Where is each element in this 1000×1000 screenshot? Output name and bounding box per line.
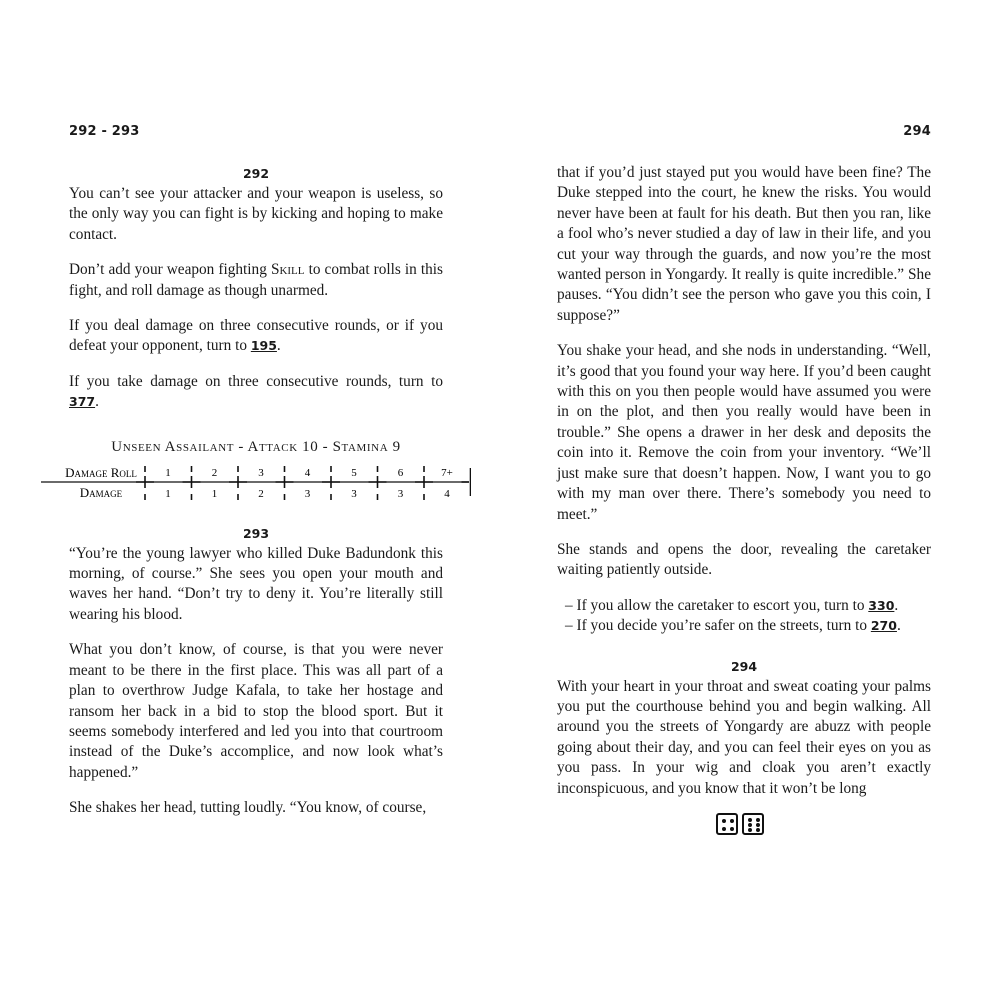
paragraph: “You’re the young lawyer who killed Duke Badundonk this morning, of course.” She sees you open your mouth and waves her hand. “Don’t try to deny it. You’re literally still wearing his blood.: [69, 544, 443, 623]
roll-value: 3: [258, 466, 264, 479]
die-pip: [748, 818, 752, 822]
damage-table: [39, 460, 471, 504]
damage-table-graphic: [39, 460, 471, 504]
paragraph: She shakes her head, tutting loudly. “You know, of course,: [69, 799, 427, 817]
paragraph: If you deal damage on three consecutive rounds, or if you defeat your opponent, turn to 195.: [69, 317, 443, 355]
turn-to-link-195[interactable]: 195: [250, 338, 277, 354]
paragraph: What you don’t know, of course, is that you were never meant to be there in the first place. This was all part of a plan to overthrow Judge Kafala, to take her hostage and ransom her back in a bid to stop the blood sport. But it seems somebody interfered and led you into that courtroom instead of the Duke’s accomplice, and now look what’s happened.”: [69, 641, 443, 781]
damage-value: 1: [211, 487, 218, 500]
dice-icon: [716, 813, 764, 835]
damage-value: 2: [258, 487, 264, 500]
die-pip: [722, 819, 726, 823]
paragraph: You can’t see your attacker and your weapon is useless, so the only way you can fight is by kicking and hoping to make contact.: [69, 185, 443, 243]
paragraph: that if you’d just stayed put you would have been fine? The Duke stepped into the court, he knew the risks. You would never have been at fault for his death. But then you ran, like a fool who’s never studied a day of law in their life, and you cut your way through the guards, and now you’re the most wanted person in Yongardy. It really is quite incredible.” She pauses. “You didn’t see the person who gave you this coin, I suppose?”: [557, 164, 931, 324]
left-column: [65, 166, 453, 834]
choice-text: – If you decide you’re safer on the streets, turn to: [565, 617, 871, 635]
damage-label: Damage: [79, 484, 123, 500]
text-run: If you deal damage on three consecutive rounds, or if you defeat your opponent, turn to: [69, 317, 443, 355]
choice-text: – If you allow the caretaker to escort you, turn to: [565, 596, 869, 614]
roll-value: 1: [165, 466, 171, 479]
combat-block: [65, 438, 453, 504]
enemy-stat-line: Unseen Assailant - Attack 10 - Stamina 9: [111, 438, 401, 455]
paragraph: You shake your head, and she nods in understanding. “Well, it’s good that you found your way here. If you’d been caught with this on you then people would have assumed you were in on the plot, and then you really would have been in trouble.” She opens a drawer in her desk and deposits the coin into it. Remove the coin from your inventory. “We’ll just make sure that doesn’t happen. Now, I want you to go with my man over there. There’s somebody you need to meet.”: [557, 342, 931, 523]
left-page: [65, 0, 453, 1000]
roll-value: 6: [397, 466, 404, 479]
damage-value: 4: [444, 487, 450, 500]
damage-roll-label: Damage Roll: [65, 464, 137, 480]
skill-term: Skill: [270, 261, 305, 279]
paragraph: If you take damage on three consecutive rounds, turn to 377.: [69, 372, 443, 411]
die-pip: [730, 827, 734, 831]
damage-value: 1: [165, 487, 171, 500]
page-header: 292 - 293: [69, 124, 140, 139]
die-pip: [756, 818, 760, 822]
roll-value: 5: [351, 466, 357, 479]
choice-item: – If you decide you’re safer on the streets, turn to 270.: [565, 617, 901, 635]
roll-value: 7+: [441, 466, 453, 479]
choice-item: – If you allow the caretaker to escort you, turn to 330.: [565, 596, 899, 614]
right-column: [557, 163, 931, 814]
paragraph: She stands and opens the door, revealing the caretaker waiting patiently outside.: [557, 540, 931, 579]
right-page: [557, 0, 931, 1000]
section-number-292: 292: [242, 166, 270, 181]
paragraph: [69, 260, 443, 301]
die-pip: [748, 823, 752, 827]
die-pip: [748, 828, 752, 832]
die-four-icon: [716, 813, 738, 835]
turn-to-link-377[interactable]: 377: [69, 394, 96, 410]
damage-value: 3: [304, 487, 311, 500]
roll-value: 4: [304, 466, 311, 479]
die-pip: [730, 819, 734, 823]
section-number-294: 294: [730, 658, 758, 674]
page-header: 294: [903, 124, 931, 139]
damage-value: 3: [351, 487, 357, 500]
turn-to-link-330[interactable]: 330: [868, 597, 895, 613]
die-six-icon: [742, 813, 764, 835]
text-run: to combat rolls in this fight, and roll damage as though unarmed.: [69, 261, 443, 299]
text-run: If you take damage on three consecutive rounds, turn to: [69, 372, 443, 390]
damage-value: 3: [397, 487, 404, 500]
turn-to-link-270[interactable]: 270: [870, 618, 897, 634]
text-run: Don’t add your weapon fighting: [69, 261, 271, 279]
roll-value: 2: [211, 466, 218, 479]
die-pip: [756, 828, 760, 832]
choice-list: [557, 596, 931, 637]
section-number-293: 293: [242, 525, 270, 541]
die-pip: [756, 823, 760, 827]
die-pip: [722, 827, 726, 831]
paragraph: With your heart in your throat and sweat coating your palms you put the courthouse behind you and begin walking. All around you the streets of Yongardy are abuzz with people going about their day, and you can feel their eyes on you as you pass. In your wig and cloak you aren’t exactly inconspicuous, and you know that it won’t be long: [557, 677, 931, 797]
